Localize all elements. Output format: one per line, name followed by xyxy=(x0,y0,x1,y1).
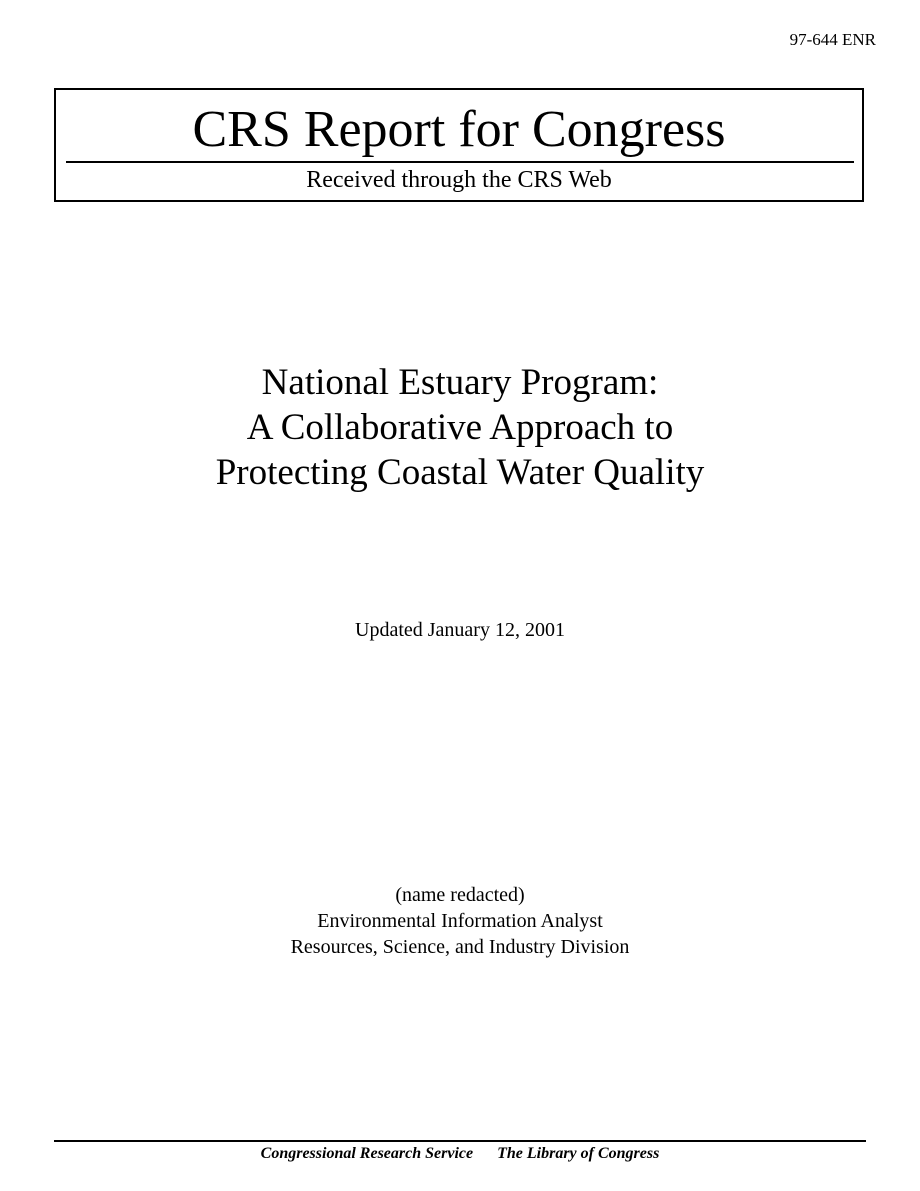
author-block xyxy=(0,882,920,960)
report-number: 97-644 ENR xyxy=(789,30,876,49)
report-header-box xyxy=(54,88,864,202)
report-header-title: CRS Report for Congress xyxy=(192,101,726,158)
report-header-subtitle: Received through the CRS Web xyxy=(306,167,612,193)
document-title-line: National Estuary Program: xyxy=(261,362,659,403)
footer-divider xyxy=(54,1140,866,1142)
author-position: Environmental Information Analyst xyxy=(317,910,603,932)
footer-organization: Congressional Research Service xyxy=(260,1145,474,1162)
header-divider xyxy=(66,161,854,163)
document-title-line: A Collaborative Approach to xyxy=(246,407,674,448)
author-division: Resources, Science, and Industry Division xyxy=(290,936,630,958)
updated-date: Updated January 12, 2001 xyxy=(355,619,565,641)
document-title xyxy=(0,360,920,495)
document-title-line: Protecting Coastal Water Quality xyxy=(215,452,705,493)
footer xyxy=(0,1144,920,1164)
footer-library: The Library of Congress xyxy=(497,1145,660,1162)
author-name: (name redacted) xyxy=(395,884,525,906)
